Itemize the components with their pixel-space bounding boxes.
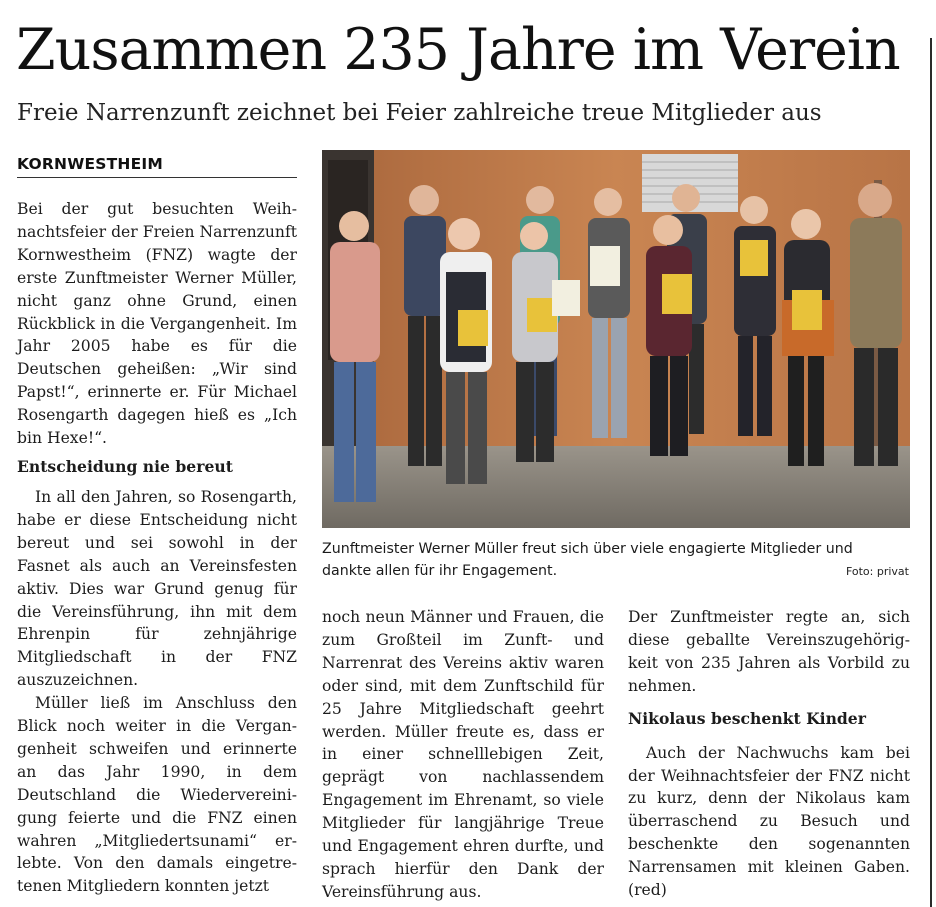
group-photo [322, 150, 910, 528]
paragraph: Bei der gut besuchten Weihnachtsfeier der Freien Narrenzunft Kornwestheim (FNZ) wagte der erste Zunftmeister Werner Müller, nicht ganz ohne Grund, einen Rückblick in die Vergangenheit. Im Jahr 2005 habe es für die Deutschen geheißen: „Wir sind Papst!“, erinnerte er. Für Michael Rosengarth dagegen hieß es „Ich bin Hexe!“. [17, 200, 297, 448]
text-column-2 [322, 606, 604, 904]
column-rule [930, 38, 932, 907]
dateline: KORNWESTHEIM [17, 155, 297, 178]
paragraph: Auch der Nachwuchs kam bei der Weihnachtsfeier der FNZ nicht zu kurz, denn der Nikolaus kam überraschend zu Besuch und beschenkte den sogenannten Narrensamen mit kleinen Gaben. (red) [628, 743, 910, 900]
section-heading: Entscheidung nie bereut [17, 456, 233, 476]
section-heading: Nikolaus beschenkt Kinder [628, 708, 866, 728]
text-column-1 [17, 198, 297, 898]
caption-line: Zunftmeister Werner Müller freut sich über viele engagierte Mitglieder und [322, 541, 853, 557]
caption-line: dankte allen für ihr Engagement. [322, 563, 558, 579]
group-photo-illustration [322, 150, 910, 528]
paragraph: Der Zunftmeister regte an, sich diese geballte Vereinszugehörigkeit von 235 Jahren als Vorbild zu nehmen. [628, 608, 910, 695]
paragraph: Müller ließ im Anschluss den Blick noch weiter in die Vergangenheit schweifen und erinnerte an das Jahr 1990, in dem Deutschland die Wiedervereinigung feierte und die FNZ einen wahren „Mitgliedertsunami“ erlebte. Von den damals eingetretenen Mitgliedern konnten jetzt [17, 694, 297, 896]
subheadline: Freie Narrenzunft zeichnet bei Feier zahlreiche treue Mitglieder aus [17, 100, 822, 126]
text-column-3 [628, 606, 910, 902]
paragraph: In all den Jahren, so Rosengarth, habe er diese Entscheidung nicht bereut und sei sowohl in der Fasnet als auch an Vereinsfesten aktiv. Dies war Grund genug für die Vereinsführung, ihn mit dem Ehrenpin für zehnjährige Mitgliedschaft in der FNZ auszuzeichnen. [17, 487, 297, 690]
photo-caption [322, 538, 914, 582]
paragraph: noch neun Männer und Frauen, die zum Großteil im Zunft- und Narrenrat des Vereins aktiv waren oder sind, mit dem Zunftschild für 25 Jahre Mitgliedschaft geehrt werden. Müller freute es, dass er in einer schnelllebigen Zeit, geprägt von nachlassendem Engagement im Ehrenamt, so viele Mitglieder für langjährige Treue und Engagement ehren durfte, und sprach hierfür den Dank der Vereinsführung aus. [322, 608, 604, 901]
headline: Zusammen 235 Jahre im Verein [16, 17, 900, 83]
photo-credit: Foto: privat [845, 565, 909, 578]
